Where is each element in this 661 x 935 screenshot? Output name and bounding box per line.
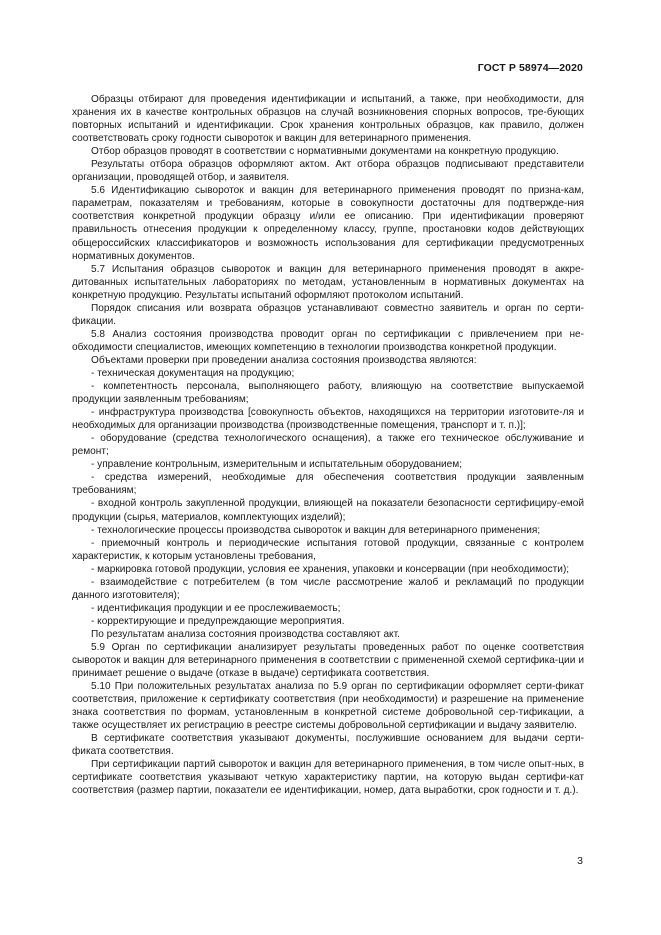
list-item: - взаимодействие с потребителем (в том числе рассмотрение жалоб и рекламаций по продукции данного изготовителя); bbox=[72, 576, 584, 601]
page-number: 3 bbox=[577, 855, 583, 867]
list-item: - входной контроль закупленной продукции, влияющей на показатели безопасности сертифициру-емой продукции (сырья, материалов, комплектующих изделий); bbox=[72, 498, 584, 523]
paragraph: Порядок списания или возврата образцов устанавливают совместно заявитель и орган по серти-фикации. bbox=[72, 302, 584, 327]
paragraph: 5.8 Анализ состояния производства проводит орган по сертификации с привлечением при не-обходимости специалистов, имеющих компетенцию в технологии производства конкретной продукции. bbox=[72, 328, 584, 353]
list-item: - маркировка готовой продукции, условия ее хранения, упаковки и консервации (при необходимости); bbox=[91, 563, 570, 575]
paragraph: 5.7 Испытания образцов сывороток и вакцин для ветеринарного применения проводят в аккре-дитованных испытательных лабораториях по методам, установленным в нормативных документах на конкретную продукцию. Результаты испытаний оформляют протоколом испытаний. bbox=[72, 263, 584, 301]
list-item: - средства измерений, необходимые для обеспечения соответствия продукции заявленным требованиям; bbox=[72, 472, 584, 497]
document-header: ГОСТ Р 58974—2020 bbox=[477, 62, 583, 74]
paragraph: В сертификате соответствия указывают документы, послужившие основанием для выдачи серти-фиката соответствия. bbox=[72, 733, 584, 758]
paragraph: Отбор образцов проводят в соответствии с нормативными документами на конкретную продукцию. bbox=[91, 146, 559, 158]
paragraph: Объектами проверки при проведении анализа состояния производства являются: bbox=[91, 354, 477, 366]
list-item: - идентификация продукции и ее прослеживаемость; bbox=[91, 602, 341, 614]
list-item: - компетентность персонала, выполняющего работу, влияющую на соответствие выпускаемой продукции заявленным требованиям; bbox=[72, 381, 584, 406]
paragraph: Образцы отбирают для проведения идентификации и испытаний, а также, при необходимости, для хранения их в качестве контрольных образцов на случай возникновения спорных вопросов, тре-бующих повторных испытаний и идентификации. Срок хранения контрольных образцов, как правило, должен соответствовать сроку годности сывороток и вакцин для ветеринарного применения. bbox=[72, 94, 584, 145]
list-item: - приемочный контроль и периодические испытания готовой продукции, связанные с контролем характеристик, к которым установлены требования, bbox=[72, 537, 584, 562]
paragraph: По результатам анализа состояния производства составляют акт. bbox=[91, 628, 400, 640]
list-item: - техническая документация на продукцию; bbox=[91, 367, 295, 379]
paragraph: 5.9 Орган по сертификации анализирует результаты проведенных работ по оценке соответствия сывороток и вакцин для ветеринарного применения в соответствии с примененной схемой сертифика-ции и принимает решение о выдаче (отказе в выдаче) сертификата соответствия. bbox=[72, 641, 584, 680]
paragraph: Результаты отбора образцов оформляют актом. Акт отбора образцов подписывают представители организации, проводящей отбор, и заявителя. bbox=[72, 159, 584, 184]
list-item: - инфраструктура производства [совокупность объектов, находящихся на территории изготовите-ля и необходимых для организации производства (производственные помещения, транспорт и т. п.)]; bbox=[72, 407, 584, 432]
list-item: - оборудование (средства технологического оснащения), а также его техническое обслуживание и ремонт; bbox=[72, 433, 584, 458]
paragraph: 5.10 При положительных результатах анализа по 5.9 орган по сертификации оформляет серти-фикат соответствия, приложение к сертификату соответствия (при необходимости) и разрешение на применение знака соответствия по формам, установленным в конкретной системе добровольной сер-тификации, а также осуществляет их регистрацию в реестре системы добровольной сертификации и выдачу заявителю. bbox=[72, 681, 584, 732]
paragraph: При сертификации партий сывороток и вакцин для ветеринарного применения, в том числе опыт-ных, в сертификате соответствия указывают четкую характеристику партии, на которую выдан сертифи-кат соответствия (размер партии, показатели ее идентификации, номер, дата выработки, срок годности и т. д.). bbox=[72, 759, 584, 797]
list-item: - технологические процессы производства сывороток и вакцин для ветеринарного применения; bbox=[91, 524, 541, 536]
list-item: - управление контрольным, измерительным и испытательным оборудованием; bbox=[91, 459, 463, 471]
paragraph: 5.6 Идентификацию сывороток и вакцин для ветеринарного применения проводят по призна-кам, параметрам, показателям и требованиям, которые в совокупности достаточны для подтвержде-ния соответствия конкретной продукции образцу и/или ее описанию. При идентификации проверяют правильность отнесения продукции к определенному классу, группе, простановки кодов действующих общероссийских классификаторов и возможность использования для сертификации предусмотренных нормативных документов. bbox=[72, 185, 584, 262]
document-body bbox=[72, 93, 584, 798]
list-item: - корректирующие и предупреждающие мероприятия. bbox=[91, 615, 345, 627]
